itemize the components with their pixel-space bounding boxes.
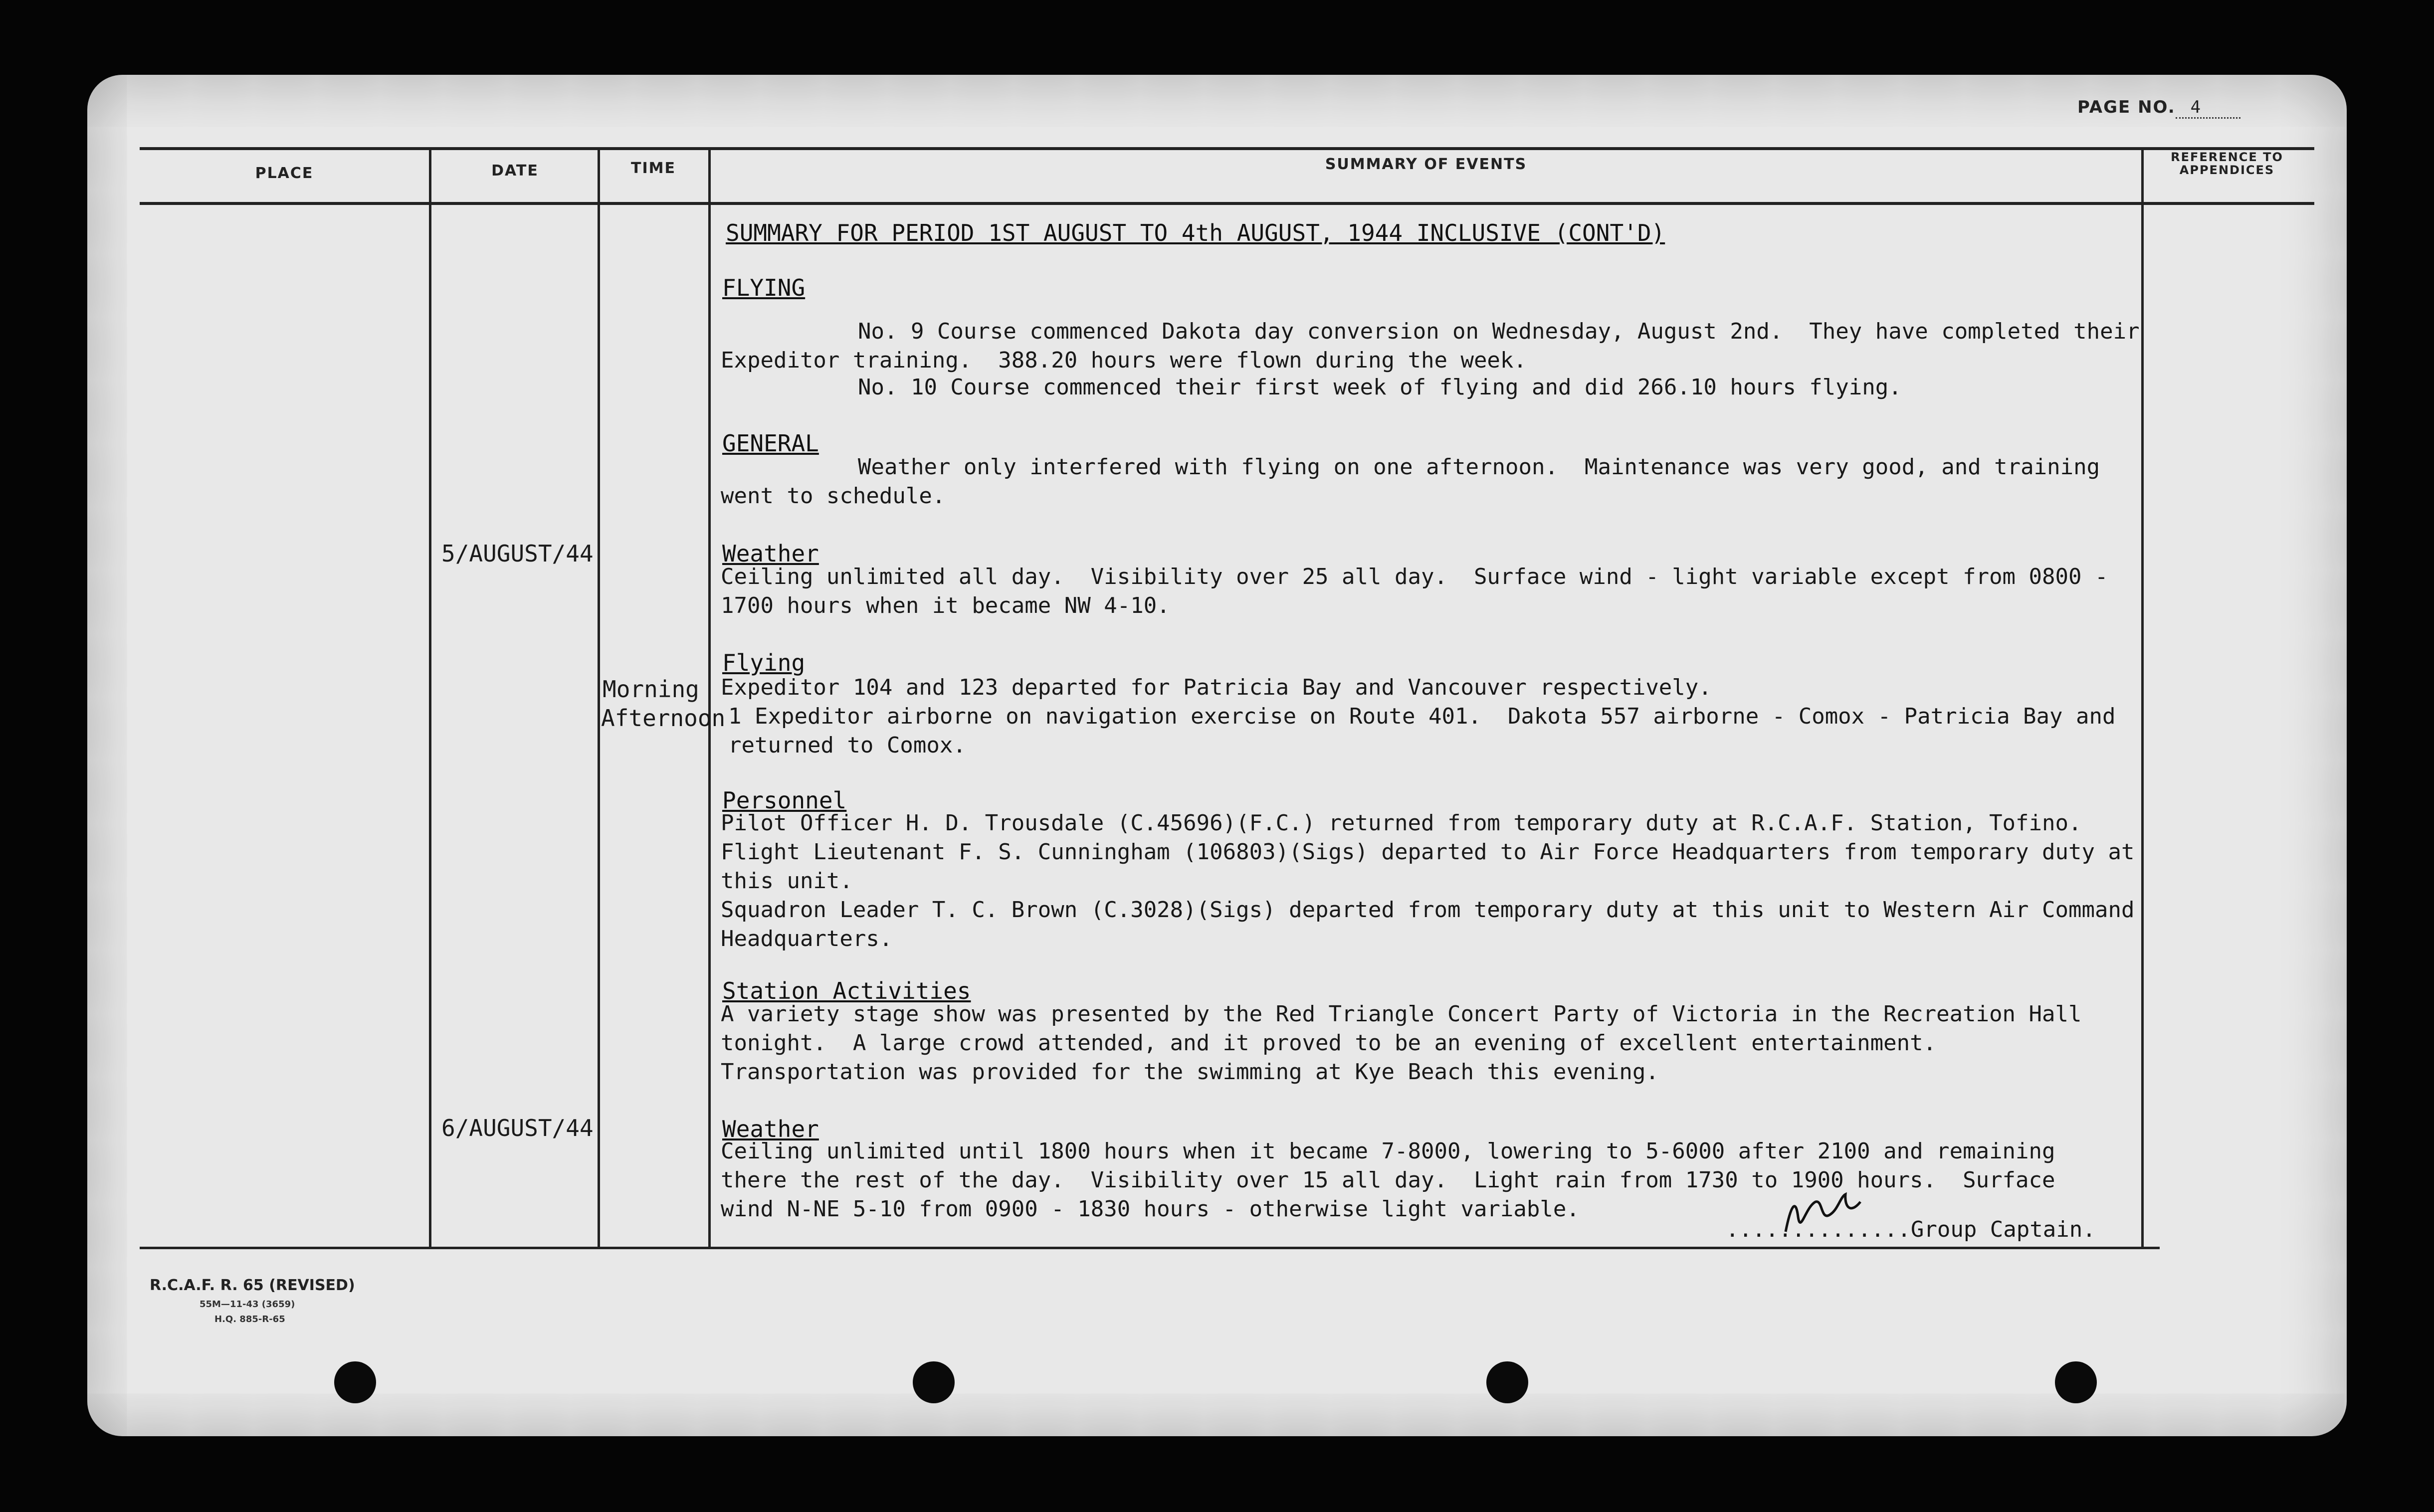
station-activities-heading: Station Activities xyxy=(722,977,971,1004)
table-bottom-rule xyxy=(140,1247,2160,1249)
page-number-value: 4 xyxy=(2190,97,2202,117)
entry-date-1: 5/AUGUST/44 xyxy=(441,540,594,567)
page-number-label: PAGE NO. xyxy=(2077,97,2176,117)
header-time: TIME xyxy=(631,160,676,177)
flying-paragraph-2: No. 10 Course commenced their first week of flying and did 266.10 hours flying. xyxy=(858,375,1902,400)
weather-paragraph-2: Ceiling unlimited until 1800 hours when it became 7-8000, lowering to 5-6000 after 2100 and remaining there the rest of the day. Visibility over 15 all day. Light rain from 1730 to 1900 hours. Surface wind N-NE 5-10 from 0900 - 1830 hours - otherwise light variable. xyxy=(721,1138,2069,1222)
flying-morning-line: Expeditor 104 and 123 departed for Patricia Bay and Vancouver respectively. xyxy=(721,675,1712,700)
personnel-heading: Personnel xyxy=(722,787,847,814)
form-print-code: 55M—11-43 (3659) xyxy=(200,1299,295,1310)
time-morning: Morning xyxy=(603,676,699,703)
general-heading: GENERAL xyxy=(722,430,819,457)
header-reference: REFERENCE TO APPENDICES xyxy=(2171,150,2283,177)
form-hq-code: H.Q. 885-R-65 xyxy=(214,1314,285,1324)
entry-date-2: 6/AUGUST/44 xyxy=(441,1115,594,1141)
flying-afternoon-line: 1 Expeditor airborne on navigation exercise on Route 401. Dakota 557 airborne - Comox - Patricia Bay and returned to Comox. xyxy=(728,704,2129,758)
header-bottom-rule xyxy=(140,202,2314,205)
signature-line: ..............Group Captain. xyxy=(1726,1217,2096,1242)
flying-heading: FLYING xyxy=(722,274,806,301)
binder-hole-4 xyxy=(2055,1361,2097,1403)
weather-heading-2: Weather xyxy=(722,1116,819,1142)
station-activities-paragraph: A variety stage show was presented by the Red Triangle Concert Party of Victoria in the Recreation Hall tonight. A large crowd attended, and it proved to be an evening of excellent entertainment. Transportation was provided for the swimming at Kye Beach this evening. xyxy=(721,1001,2082,1085)
page-number xyxy=(2077,97,2240,119)
binder-hole-2 xyxy=(913,1361,955,1403)
header-top-rule xyxy=(140,147,2314,150)
binder-hole-1 xyxy=(334,1361,376,1403)
form-identifier: R.C.A.F. R. 65 (REVISED) xyxy=(150,1277,355,1294)
binder-hole-3 xyxy=(1486,1361,1528,1403)
header-summary: SUMMARY OF EVENTS xyxy=(1325,156,1527,173)
header-place: PLACE xyxy=(255,165,314,182)
flying-paragraph: No. 9 Course commenced Dakota day conversion on Wednesday, August 2nd. They have completed their Expeditor training. 388.20 hours were flown during the week. xyxy=(721,319,2153,373)
header-date: DATE xyxy=(491,162,539,180)
column-rule-date xyxy=(598,147,600,1249)
general-paragraph: Weather only interfered with flying on one afternoon. Maintenance was very good, and training went to schedule. xyxy=(721,454,2113,509)
column-rule-place xyxy=(429,147,431,1249)
weather-heading-1: Weather xyxy=(722,540,819,567)
personnel-paragraph: Pilot Officer H. D. Trousdale (C.45696)(F.C.) returned from temporary duty at R.C.A.F. Station, Tofino. Flight Lieutenant F. S. Cunningham (106803)(Sigs) departed to Air Force Headquarters from temporary duty at this unit. Squadron Leader T. C. Brown (C.3028)(Sigs) departed from temporary duty at this unit to Western Air Command Headquarters. xyxy=(721,810,2135,951)
column-rule-time xyxy=(708,147,711,1249)
time-afternoon: Afternoon xyxy=(601,705,726,732)
weather-paragraph-1: Ceiling unlimited all day. Visibility over 25 all day. Surface wind - light variable except from 0800 - 1700 hours when it became NW 4-10. xyxy=(721,564,2121,618)
flying-heading-2: Flying xyxy=(722,649,806,676)
summary-title: SUMMARY FOR PERIOD 1ST AUGUST TO 4th AUGUST, 1944 INCLUSIVE (CONT'D) xyxy=(726,219,1665,246)
